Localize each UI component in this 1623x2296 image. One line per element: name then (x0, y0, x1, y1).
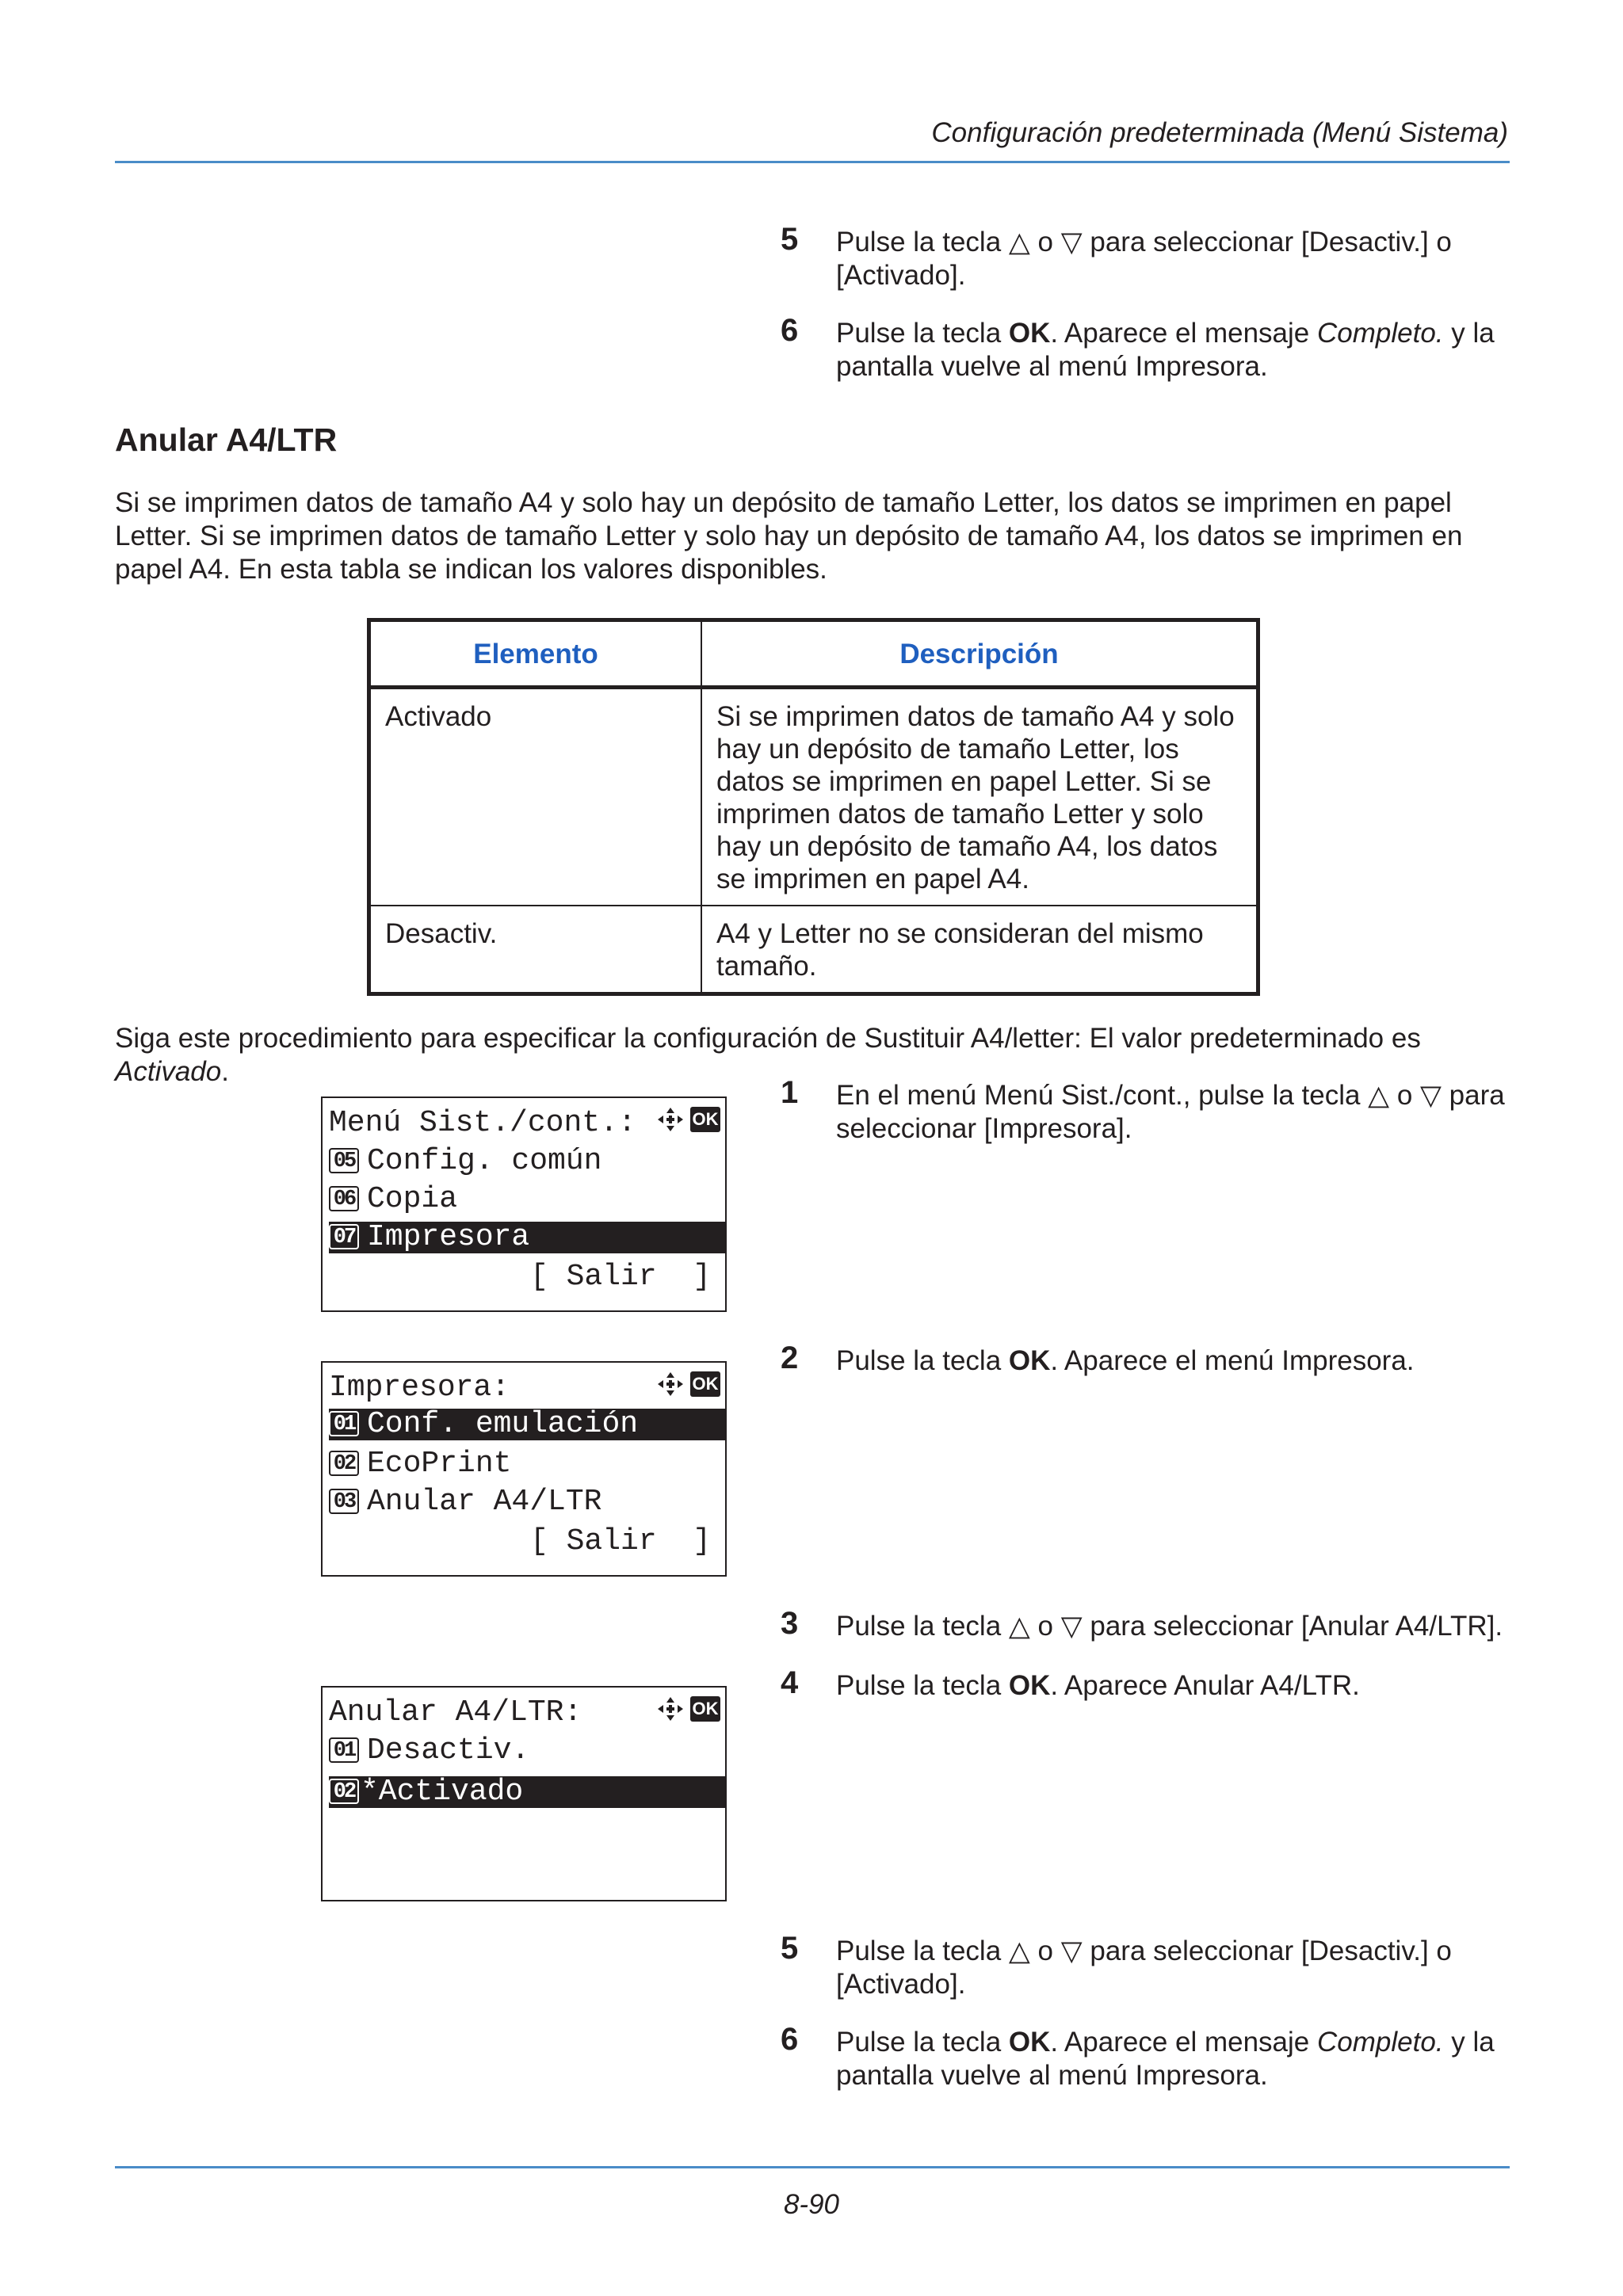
item-number-badge: 01 (329, 1411, 359, 1436)
step-number: 5 (781, 222, 799, 257)
procedure-intro: Siga este procedimiento para especificar la configuración de Sustituir A4/letter: El valor predeterminado es Activado. (115, 1023, 1421, 1087)
table-header-item: Elemento (369, 620, 702, 688)
header-rule (115, 161, 1510, 163)
step-text: Pulse la tecla OK. Aparece Anular A4/LTR. (836, 1670, 1360, 1701)
lcd-nav-ok-icons (655, 1367, 720, 1396)
step-3 (781, 1606, 1518, 1650)
footer-rule (115, 2166, 1510, 2168)
lcd-screen-system-menu (321, 1097, 727, 1312)
four-way-arrow-icon (655, 1695, 685, 1722)
step-number: 6 (781, 2022, 799, 2057)
table-cell-item: Desactiv. (369, 906, 702, 994)
lcd-menu-item: 05 Config. común (329, 1146, 725, 1177)
table-row (369, 688, 1258, 906)
four-way-arrow-icon (655, 1106, 685, 1133)
step-number: 4 (781, 1665, 799, 1700)
ok-key-icon: OK (690, 1107, 720, 1132)
four-way-arrow-icon (655, 1371, 685, 1398)
item-number-badge: 07 (329, 1224, 359, 1249)
section-title: Anular A4/LTR (115, 421, 338, 458)
lcd-title: Menú Sist./cont.: (329, 1106, 636, 1140)
step-6 (781, 2022, 1518, 2097)
lcd-menu-item-selected: 02 *Activado (329, 1776, 725, 1808)
table-header-description: Descripción (701, 620, 1258, 688)
lcd-nav-ok-icons (655, 1692, 720, 1721)
step-5 (781, 1931, 1518, 2006)
step-text: Pulse la tecla △ o ▽ para seleccionar [Desactiv.] o [Activado]. (836, 227, 1452, 291)
lcd-screen-override-a4-ltr (321, 1686, 727, 1901)
table-cell-item: Activado (369, 688, 702, 906)
ok-key-icon: OK (690, 1696, 720, 1722)
item-number-badge: 05 (329, 1148, 359, 1173)
step-number: 3 (781, 1606, 799, 1641)
lcd-menu-item: 02 EcoPrint (329, 1448, 725, 1480)
table-header-row (369, 620, 1258, 688)
item-number-badge: 01 (329, 1737, 359, 1763)
lcd-nav-ok-icons (655, 1103, 720, 1131)
step-number: 6 (781, 313, 799, 348)
step-2 (781, 1341, 1518, 1384)
item-number-badge: 06 (329, 1186, 359, 1211)
lcd-title: Anular A4/LTR: (329, 1695, 582, 1730)
step-text: Pulse la tecla △ o ▽ para seleccionar [Desactiv.] o [Activado]. (836, 1936, 1452, 2000)
lcd-menu-item-selected: 07 Impresora (329, 1222, 725, 1253)
lcd-exit-label: [ Salir ] (530, 1524, 712, 1558)
step-text: Pulse la tecla OK. Aparece el menú Impresora. (836, 1345, 1415, 1376)
lcd-exit-label: [ Salir ] (530, 1260, 712, 1294)
step-text: Pulse la tecla △ o ▽ para seleccionar [Anular A4/LTR]. (836, 1611, 1503, 1642)
step-text: Pulse la tecla OK. Aparece el mensaje Completo. y la pantalla vuelve al menú Impresora. (836, 2027, 1495, 2091)
table-cell-description: A4 y Letter no se consideran del mismo tamaño. (701, 906, 1258, 994)
options-table (367, 618, 1260, 996)
step-text: En el menú Menú Sist./cont., pulse la tecla △ o ▽ para seleccionar [Impresora]. (836, 1080, 1505, 1144)
lcd-title: Impresora: (329, 1371, 510, 1405)
page-header-title: Configuración predeterminada (Menú Sistema) (931, 117, 1508, 148)
step-number: 5 (781, 1931, 799, 1966)
step-text: Pulse la tecla OK. Aparece el mensaje Completo. y la pantalla vuelve al menú Impresora. (836, 318, 1495, 382)
step-number: 1 (781, 1075, 799, 1110)
step-1 (781, 1075, 1518, 1150)
item-number-badge: 02 (329, 1451, 359, 1476)
table-row (369, 906, 1258, 994)
step-4 (781, 1665, 1518, 1709)
item-number-badge: 02 (329, 1779, 359, 1804)
section-intro: Si se imprimen datos de tamaño A4 y solo hay un depósito de tamaño Letter, los datos se imprimen en papel Letter. Si se imprimen datos de tamaño Letter y solo hay un depósito de tamaño A4, los datos se imprimen en papel A4. En esta tabla se indican los valores disponibles. (115, 487, 1463, 585)
lcd-screen-printer-menu (321, 1361, 727, 1577)
lcd-menu-item-selected: 01 Conf. emulación (329, 1409, 725, 1440)
top-step-6 (781, 313, 1518, 388)
ok-key-icon: OK (690, 1371, 720, 1397)
top-step-5 (781, 222, 1518, 297)
lcd-menu-item: 03 Anular A4/LTR (329, 1486, 725, 1518)
lcd-menu-item: 01 Desactiv. (329, 1735, 725, 1767)
item-number-badge: 03 (329, 1489, 359, 1514)
table-cell-description: Si se imprimen datos de tamaño A4 y solo hay un depósito de tamaño Letter, los datos se imprimen en papel Letter. Si se imprimen datos de tamaño Letter y solo hay un depósito de tamaño A4, los datos se imprimen en papel A4. (701, 688, 1258, 906)
lcd-menu-item: 06 Copia (329, 1184, 725, 1215)
step-number: 2 (781, 1341, 799, 1375)
page-number: 8-90 (783, 2189, 840, 2220)
